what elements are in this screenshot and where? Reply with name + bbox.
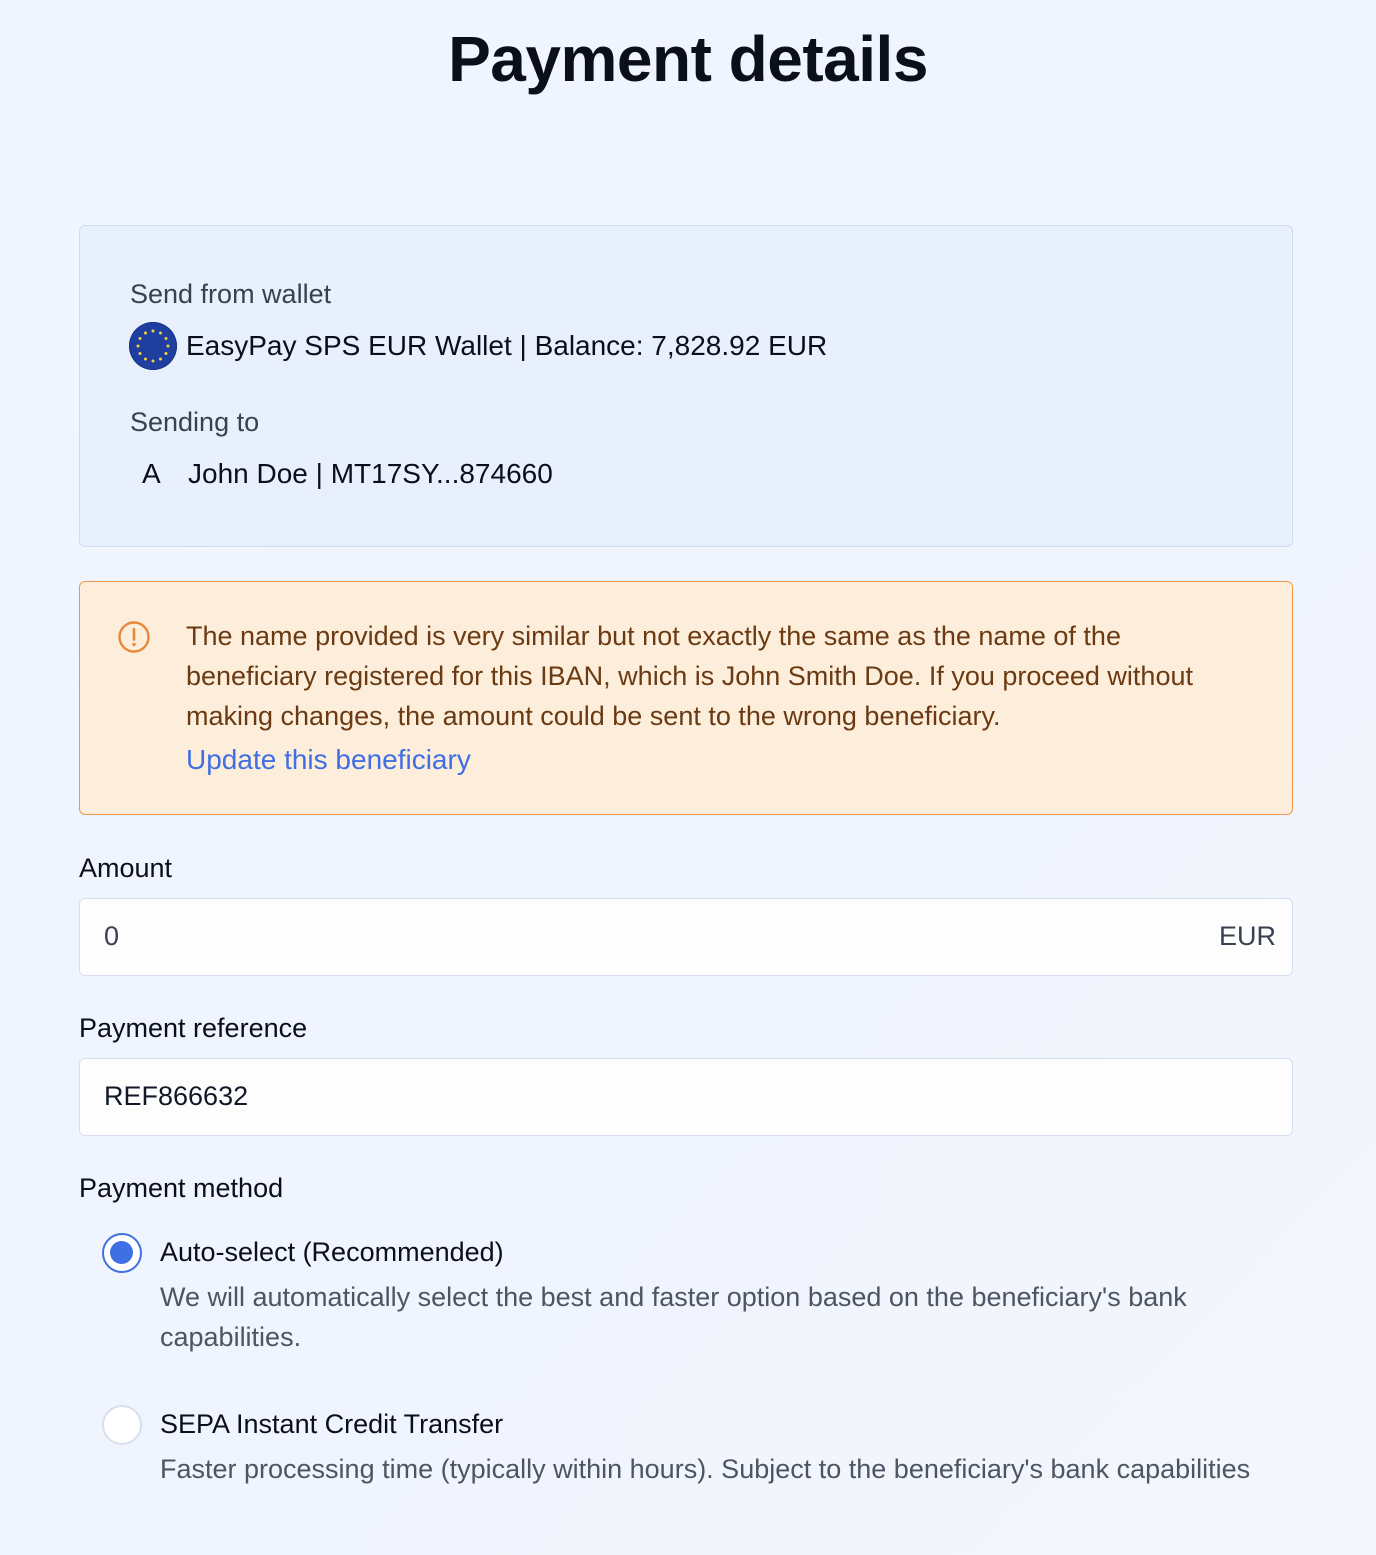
eu-flag-icon: [129, 322, 177, 370]
wallet-name-balance: EasyPay SPS EUR Wallet | Balance: 7,828.92 EUR: [186, 330, 828, 361]
radio-sepa-instant[interactable]: [102, 1405, 142, 1445]
payment-method-label: Payment method: [79, 1173, 284, 1203]
option-description: We will automatically select the best and faster option based on the beneficiary's bank capabilities.: [160, 1282, 1187, 1352]
recipient-avatar: A: [142, 458, 161, 489]
amount-field-wrapper: [79, 898, 1293, 976]
currency-suffix: EUR: [1218, 921, 1276, 951]
payment-reference-wrapper: [79, 1058, 1293, 1136]
payment-reference-input[interactable]: [104, 1059, 1154, 1134]
recipient-row: [142, 458, 553, 490]
send-from-label: Send from wallet: [130, 279, 332, 309]
amount-input[interactable]: [104, 899, 1154, 974]
beneficiary-name-warning: [79, 581, 1293, 815]
page-title: Payment details: [448, 23, 928, 95]
warning-message: The name provided is very similar but not exactly the same as the name of the beneficiary registered for this IBAN, which is John Smith Doe. If you proceed without making changes, the amount could be sent to the wrong beneficiary.: [186, 621, 1193, 731]
sending-to-label: Sending to: [130, 407, 260, 437]
payment-summary-card: [79, 225, 1293, 547]
payment-reference-label: Payment reference: [79, 1013, 308, 1043]
update-beneficiary-link[interactable]: Update this beneficiary: [186, 744, 471, 775]
option-description: Faster processing time (typically within hours). Subject to the beneficiary's bank capabilities: [160, 1454, 1251, 1484]
radio-auto-select[interactable]: [102, 1233, 142, 1273]
recipient-name-iban: John Doe | MT17SY...874660: [188, 458, 553, 489]
amount-label: Amount: [79, 853, 173, 883]
option-title: Auto-select (Recommended): [160, 1237, 504, 1267]
wallet-row: [129, 322, 827, 370]
alert-circle-icon: [117, 620, 151, 654]
option-title: SEPA Instant Credit Transfer: [160, 1409, 504, 1439]
